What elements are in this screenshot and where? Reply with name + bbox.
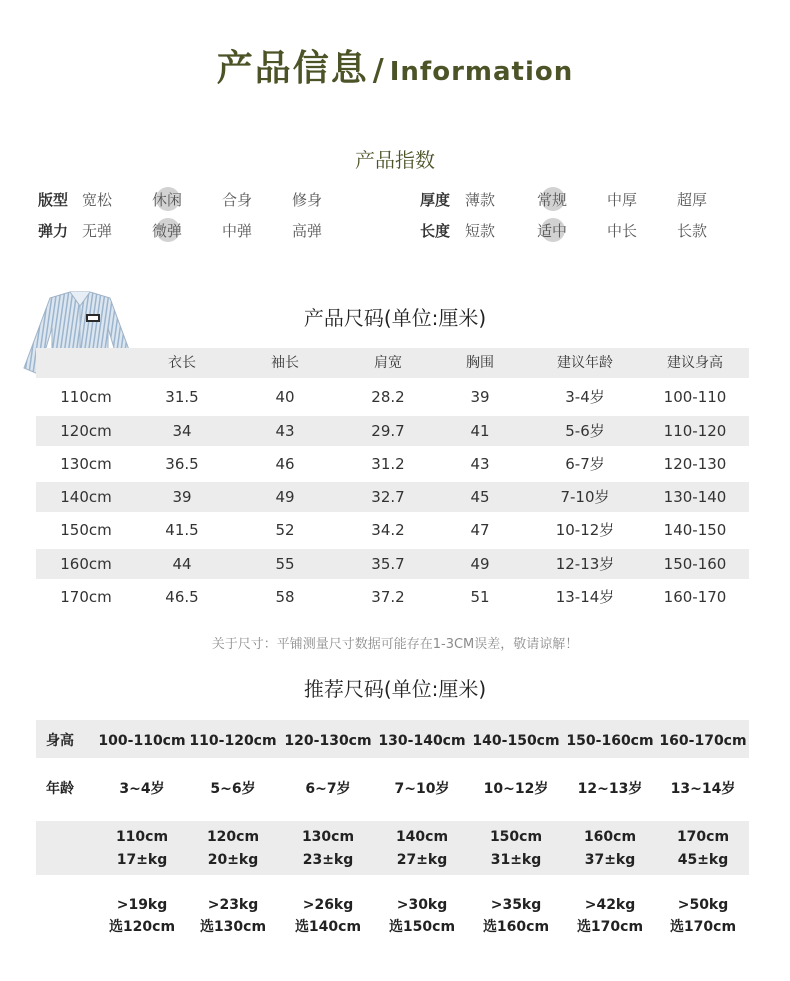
size-cell: 29.7 [371, 422, 405, 440]
height-cell: 120-130cm [284, 733, 372, 749]
weight-cell: 20±kg [207, 852, 259, 868]
size-cell: 13-14岁 [555, 588, 615, 606]
over-weight-cell: >19kg [116, 897, 168, 913]
age-cell: 7~10岁 [394, 781, 450, 797]
size-cell: 34 [172, 422, 192, 440]
age-label: 年龄 [46, 781, 74, 797]
size-header-cell: 肩宽 [374, 355, 402, 371]
size-note: 关于尺寸：平铺测量尺寸数据可能存在1-3CM误差，敬请谅解！ [211, 637, 579, 652]
size-header-cell [41, 348, 131, 378]
size-row [36, 416, 749, 446]
index-option: 短款 [465, 222, 496, 240]
index-option: 无弹 [82, 222, 113, 240]
age-cell: 6~7岁 [305, 781, 351, 797]
over-weight-cell: >26kg [302, 897, 354, 913]
index-label: 版型 [38, 191, 69, 209]
size-row [36, 549, 749, 579]
index-label: 长度 [420, 222, 451, 240]
weight-cell: 37±kg [584, 852, 636, 868]
size-cell: 140-150 [663, 521, 727, 539]
height-cell: 150-160cm [566, 733, 654, 749]
index-label: 厚度 [420, 191, 451, 209]
index-option: 宽松 [82, 191, 113, 209]
index-option: 常规 [537, 191, 568, 209]
title-slash: / [372, 53, 384, 88]
height-cell: 110-120cm [189, 733, 277, 749]
size-cell: 39 [470, 388, 490, 406]
size-cell: 31.2 [371, 455, 405, 473]
size-cell: 52 [275, 521, 295, 539]
size-cell: 150cm [60, 521, 112, 539]
size-cell: 140cm [60, 488, 112, 506]
page-title-en: Information [389, 57, 574, 87]
over-weight-cell: >35kg [490, 897, 542, 913]
size-cell: 31.5 [165, 388, 199, 406]
size-cell: 140cm [395, 829, 449, 845]
size-row [36, 515, 749, 545]
index-label: 弹力 [38, 222, 69, 240]
recommend-title: 推荐尺码(单位:厘米) [303, 677, 487, 701]
size-cell: 44 [172, 555, 192, 573]
size-cell: 160cm [60, 555, 112, 573]
choose-row [36, 890, 749, 944]
choose-cell: 选130cm [199, 919, 267, 935]
index-title: 产品指数 [355, 148, 435, 172]
size-cell: 7-10岁 [560, 488, 610, 506]
size-cell: 40 [275, 388, 295, 406]
size-cell: 170cm [60, 588, 112, 606]
index-option: 合身 [222, 191, 253, 209]
size-cell: 46.5 [165, 588, 199, 606]
size-cell: 43 [275, 422, 295, 440]
size-header-cell: 建议身高 [667, 355, 723, 371]
height-row [36, 720, 749, 758]
size-row [36, 382, 749, 412]
weight-cell: 27±kg [396, 852, 448, 868]
height-cell: 130-140cm [378, 733, 466, 749]
size-cell: 43 [470, 455, 490, 473]
size-cell: 110-120 [663, 422, 727, 440]
size-row [36, 582, 749, 612]
size-cell: 100-110 [663, 388, 727, 406]
size-cell: 3-4岁 [565, 388, 605, 406]
size-cell: 110cm [115, 829, 169, 845]
height-cell: 140-150cm [472, 733, 560, 749]
size-cell: 120cm [60, 422, 112, 440]
index-option: 中长 [607, 222, 638, 240]
size-cell: 6-7岁 [565, 455, 605, 473]
age-cell: 12~13岁 [577, 781, 643, 797]
size-row [36, 449, 749, 479]
size-header-row [36, 348, 749, 378]
size-cell: 49 [275, 488, 295, 506]
index-option: 长款 [677, 222, 708, 240]
age-row [36, 770, 749, 808]
age-cell: 10~12岁 [483, 781, 549, 797]
page-title-cn: 产品信息 [216, 48, 369, 89]
choose-cell: 选150cm [388, 919, 456, 935]
index-option: 休闲 [152, 191, 183, 209]
weight-cell: 31±kg [490, 852, 542, 868]
size-cell: 150cm [489, 829, 543, 845]
index-option: 微弹 [152, 222, 183, 240]
size-header-cell: 建议年龄 [557, 355, 613, 371]
index-option: 高弹 [292, 222, 323, 240]
size-cell: 34.2 [371, 521, 405, 539]
size-cell: 130-140 [663, 488, 727, 506]
size-cell: 10-12岁 [555, 521, 615, 539]
index-option: 修身 [292, 191, 323, 209]
size-cell: 120-130 [663, 455, 727, 473]
height-cell: 160-170cm [659, 733, 747, 749]
age-cell: 13~14岁 [670, 781, 736, 797]
over-weight-cell: >23kg [207, 897, 259, 913]
size-cell: 130cm [301, 829, 355, 845]
size-header-cell: 袖长 [271, 355, 299, 371]
size-cell: 130cm [60, 455, 112, 473]
size-weight-row [36, 821, 749, 875]
size-cell: 39 [172, 488, 192, 506]
over-weight-cell: >30kg [396, 897, 448, 913]
index-option: 中厚 [607, 191, 638, 209]
choose-cell: 选140cm [294, 919, 362, 935]
over-weight-cell: >50kg [677, 897, 729, 913]
size-cell: 37.2 [371, 588, 405, 606]
size-cell: 51 [470, 588, 490, 606]
size-cell: 150-160 [663, 555, 727, 573]
size-cell: 160-170 [663, 588, 727, 606]
size-cell: 49 [470, 555, 490, 573]
size-cell: 12-13岁 [555, 555, 615, 573]
index-option: 超厚 [677, 191, 708, 209]
size-cell: 160cm [583, 829, 637, 845]
choose-cell: 选120cm [108, 919, 176, 935]
size-cell: 35.7 [371, 555, 405, 573]
choose-cell: 选160cm [482, 919, 550, 935]
size-cell: 32.7 [371, 488, 405, 506]
size-cell: 41.5 [165, 521, 199, 539]
index-option: 薄款 [465, 191, 496, 209]
weight-cell: 45±kg [677, 852, 729, 868]
choose-cell: 选170cm [576, 919, 644, 935]
size-cell: 28.2 [371, 388, 405, 406]
page-header [0, 40, 790, 91]
index-option: 适中 [537, 222, 568, 240]
size-cell: 120cm [206, 829, 260, 845]
height-label: 身高 [46, 733, 74, 749]
size-chart-title: 产品尺码(单位:厘米) [303, 306, 487, 330]
size-cell: 46 [275, 455, 295, 473]
size-cell: 47 [470, 521, 490, 539]
size-cell: 110cm [60, 388, 112, 406]
size-header-cell: 胸围 [466, 355, 494, 371]
size-header-cell: 衣长 [168, 355, 196, 371]
size-cell: 36.5 [165, 455, 199, 473]
choose-cell: 选170cm [669, 919, 737, 935]
index-option: 中弹 [222, 222, 253, 240]
size-cell: 170cm [676, 829, 730, 845]
weight-cell: 23±kg [302, 852, 354, 868]
size-cell: 45 [470, 488, 490, 506]
height-cell: 100-110cm [98, 733, 186, 749]
weight-cell: 17±kg [116, 852, 168, 868]
size-cell: 58 [275, 588, 295, 606]
age-cell: 3~4岁 [119, 781, 165, 797]
size-cell: 41 [470, 422, 490, 440]
size-cell: 5-6岁 [565, 422, 605, 440]
over-weight-cell: >42kg [584, 897, 636, 913]
size-cell: 55 [275, 555, 295, 573]
size-row [36, 482, 749, 512]
age-cell: 5~6岁 [210, 781, 256, 797]
